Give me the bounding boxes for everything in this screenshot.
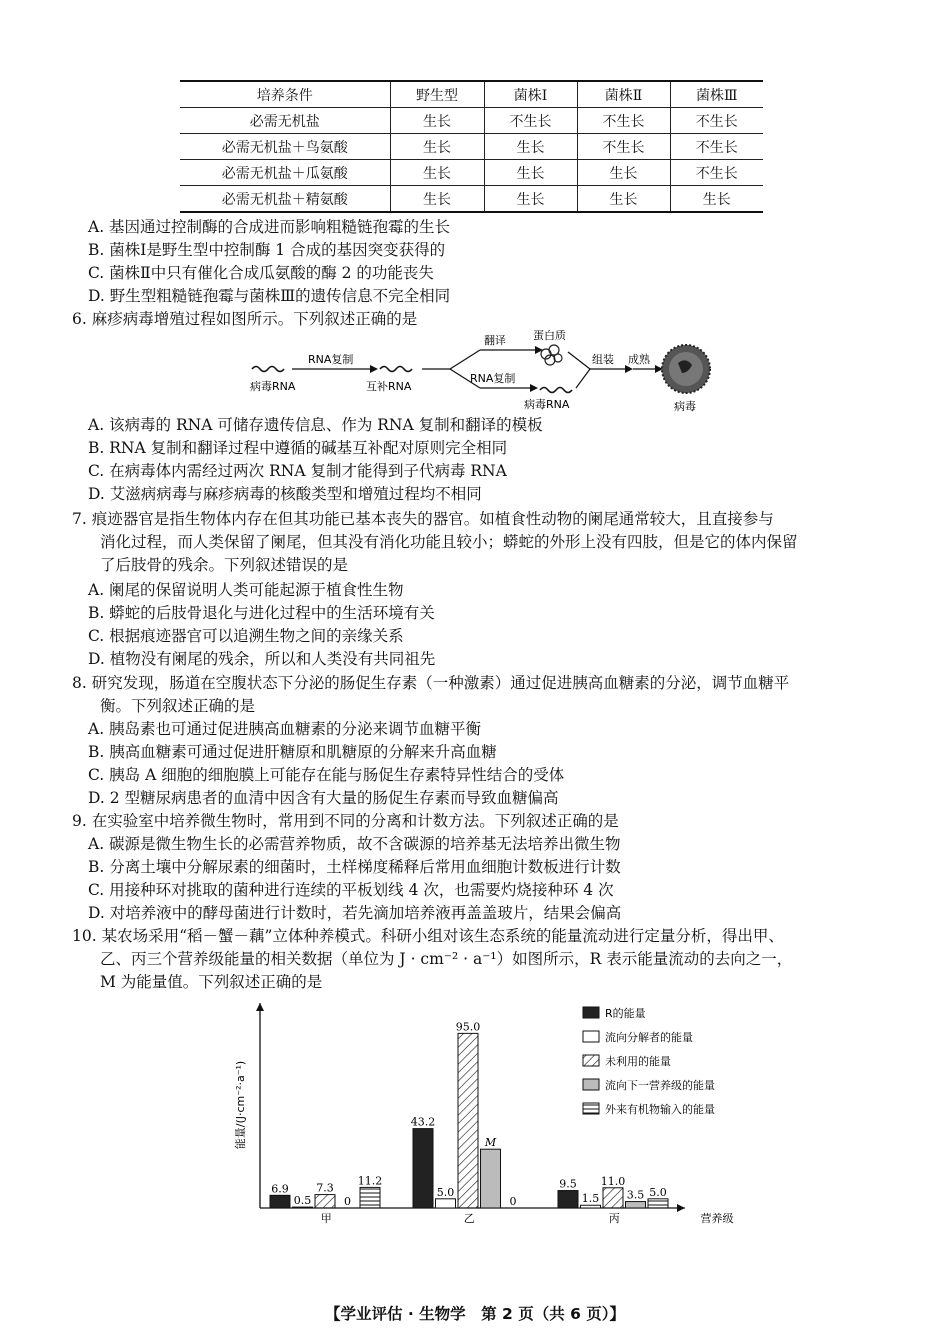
virus-icon (662, 345, 710, 393)
table-cell: 生长 (390, 186, 484, 213)
culture-table (180, 80, 763, 213)
table-cell: 生长 (577, 186, 670, 213)
q7-option-d: D. 植物没有阑尾的残余，所以和人类没有共同祖先 (88, 650, 436, 668)
data-label: 95.0 (455, 1020, 481, 1034)
energy-bar-chart (230, 995, 760, 1230)
data-label: 3.5 (626, 1188, 645, 1202)
legend-label: 流向下一营养级的能量 (605, 1079, 715, 1092)
protein-icon (541, 345, 562, 365)
legend-label: 流向分解者的能量 (605, 1031, 693, 1044)
q5-option-d: D. 野生型粗糙链孢霉与菌株Ⅲ的遗传信息不完全相同 (88, 287, 451, 305)
bar-black (270, 1195, 290, 1208)
data-label: 5.0 (436, 1185, 455, 1199)
label-virus: 病毒 (674, 400, 696, 413)
table-cell: 生长 (390, 108, 484, 134)
table-cell: 必需无机盐＋鸟氨酸 (180, 134, 390, 160)
q8-option-a: A. 胰岛素也可通过促进胰高血糖素的分泌来调节血糖平衡 (88, 720, 482, 738)
q10-stem-line-1: 10. 某农场采用“稻－蟹－藕”立体种养模式。科研小组对该生态系统的能量流动进行定量分析，得出甲、 (72, 927, 784, 945)
viral-rna-icon (252, 367, 284, 372)
table-cell: 不生长 (670, 134, 763, 160)
table-cell: 不生长 (484, 108, 577, 134)
data-label: 11.0 (600, 1174, 626, 1188)
data-label: 0 (344, 1195, 351, 1208)
q6-option-b: B. RNA 复制和翻译过程中遵循的碱基互补配对原则完全相同 (88, 439, 508, 457)
legend-swatch (583, 1007, 599, 1018)
category-label: 甲 (320, 1212, 332, 1225)
data-label: 0.5 (293, 1194, 312, 1208)
q8-option-d: D. 2 型糖尿病患者的血清中因含有大量的肠促生存素而导致血糖偏高 (88, 789, 559, 807)
q7-option-c: C. 根据痕迹器官可以追溯生物之间的亲缘关系 (88, 627, 404, 645)
table-row (180, 108, 763, 134)
data-label: 11.2 (357, 1174, 383, 1188)
q6-option-c: C. 在病毒体内需经过两次 RNA 复制才能得到子代病毒 RNA (88, 462, 507, 480)
legend-swatch (583, 1079, 599, 1090)
q5-option-c: C. 菌株Ⅱ中只有催化合成瓜氨酸的酶 2 的功能丧失 (88, 264, 434, 282)
q7-option-b: B. 蟒蛇的后肢骨退化与进化过程中的生活环境有关 (88, 604, 435, 622)
q7-option-a: A. 阑尾的保留说明人类可能起源于植食性生物 (88, 581, 404, 599)
category-label: 乙 (463, 1212, 475, 1225)
table-cell: 生长 (390, 134, 484, 160)
table-header-row (180, 81, 763, 108)
q10-stem-line-3: M 为能量值。下列叙述正确的是 (100, 973, 323, 991)
legend-label: 外来有机物输入的能量 (605, 1103, 715, 1116)
legend-swatch (583, 1103, 599, 1114)
q7-stem-line-3: 了后肢骨的残余。下列叙述错误的是 (100, 556, 349, 574)
data-label: 7.3 (316, 1181, 334, 1195)
q9-option-d: D. 对培养液中的酵母菌进行计数时，若先滴加培养液再盖盖玻片，结果会偏高 (88, 904, 622, 922)
table-header: 野生型 (390, 81, 484, 108)
label-rna-replication-1: RNA复制 (308, 353, 354, 366)
table-cell: 不生长 (670, 160, 763, 186)
q5-option-b: B. 菌株Ⅰ是野生型中控制酶 1 合成的基因突变获得的 (88, 241, 446, 259)
q9-option-a: A. 碳源是微生物生长的必需营养物质，故不含碳源的培养基无法培养出微生物 (88, 835, 621, 853)
q8-stem-line-1: 8. 研究发现，肠道在空腹状态下分泌的肠促生存素（一种激素）通过促进胰高血糖素的分泌，调节血糖平 (72, 674, 790, 692)
x-axis-arrow (677, 1204, 685, 1212)
q9-option-c: C. 用接种环对挑取的菌种进行连续的平板划线 4 次，也需要灼烧接种环 4 次 (88, 881, 614, 899)
label-viral-rna: 病毒RNA (250, 380, 296, 393)
complementary-rna-icon (380, 367, 412, 372)
y-axis-arrow (256, 1003, 264, 1011)
bar-gray (626, 1202, 646, 1208)
bar-hlines (360, 1187, 380, 1208)
table-cell: 必需无机盐＋精氨酸 (180, 186, 390, 213)
q10-stem-line-2: 乙、丙三个营养级能量的相关数据（单位为 J · cm⁻² · a⁻¹）如图所示，R 表示能量流动的去向之一， (100, 950, 793, 968)
table-cell: 生长 (484, 134, 577, 160)
q8-option-b: B. 胰高血糖素可通过促进肝糖原和肌糖原的分解来升高血糖 (88, 743, 497, 761)
table-cell: 必需无机盐＋瓜氨酸 (180, 160, 390, 186)
bar-black (413, 1129, 433, 1208)
label-maturation: 成熟 (628, 353, 650, 366)
table-cell: 生长 (670, 186, 763, 213)
bar-hatch (603, 1188, 623, 1208)
bar-gray (481, 1149, 501, 1208)
data-label: M (484, 1136, 497, 1150)
table-header: 菌株Ⅰ (484, 81, 577, 108)
q6-option-a: A. 该病毒的 RNA 可储存遗传信息、作为 RNA 复制和翻译的模板 (88, 416, 543, 434)
table-row (180, 186, 763, 213)
legend-label: 未利用的能量 (605, 1055, 671, 1068)
data-label: 9.5 (559, 1177, 577, 1191)
table-row (180, 160, 763, 186)
table-cell: 生长 (390, 160, 484, 186)
table-cell: 生长 (484, 160, 577, 186)
q6-stem: 6. 麻疹病毒增殖过程如图所示。下列叙述正确的是 (72, 310, 418, 328)
bar-white (581, 1205, 601, 1208)
table-cell: 不生长 (577, 134, 670, 160)
label-viral-rna-2: 病毒RNA (524, 398, 570, 411)
bar-hatch (458, 1033, 478, 1208)
y-axis-label: 能量/(J·cm⁻²·a⁻¹) (234, 1060, 247, 1150)
table-header: 菌株Ⅱ (577, 81, 670, 108)
table-header: 培养条件 (180, 81, 390, 108)
q9-stem: 9. 在实验室中培养微生物时，常用到不同的分离和计数方法。下列叙述正确的是 (72, 812, 619, 830)
q8-option-c: C. 胰岛 A 细胞的细胞膜上可能存在能与肠促生存素特异性结合的受体 (88, 766, 565, 784)
data-label: 0 (509, 1195, 517, 1208)
legend-swatch (583, 1031, 599, 1042)
q8-stem-line-2: 衡。下列叙述正确的是 (100, 697, 256, 715)
bar-hatch (315, 1195, 335, 1208)
data-label: 1.5 (581, 1192, 600, 1206)
legend-swatch (583, 1055, 599, 1066)
table-cell: 不生长 (577, 108, 670, 134)
q5-option-a: A. 基因通过控制酶的合成进而影响粗糙链孢霉的生长 (88, 218, 451, 236)
table-header: 菌株Ⅲ (670, 81, 763, 108)
table-cell: 不生长 (670, 108, 763, 134)
label-protein: 蛋白质 (533, 330, 566, 342)
bar-black (558, 1191, 578, 1208)
q7-stem-line-2: 消化过程，而人类保留了阑尾，但其没有消化功能且较小；蟒蛇的外形上没有四肢，但是它的体内保留 (100, 533, 798, 551)
data-label: 5.0 (649, 1185, 667, 1199)
q9-option-b: B. 分离土壤中分解尿素的细菌时，土样梯度稀释后常用血细胞计数板进行计数 (88, 858, 621, 876)
table-cell: 生长 (577, 160, 670, 186)
label-complementary-rna: 互补RNA (366, 380, 412, 393)
bar-hlines (648, 1199, 668, 1208)
page-footer: 【学业评估 · 生物学 第 2 页（共 6 页）】 (324, 1305, 626, 1323)
label-translation: 翻译 (484, 334, 506, 347)
label-assembly: 组装 (592, 353, 614, 366)
table-cell: 必需无机盐 (180, 108, 390, 134)
data-label: 6.9 (271, 1182, 289, 1196)
bar-white (436, 1199, 456, 1208)
viral-rna-2-icon (540, 388, 572, 393)
q6-option-d: D. 艾滋病病毒与麻疹病毒的核酸类型和增殖过程均不相同 (88, 485, 482, 503)
data-label: 43.2 (410, 1115, 436, 1129)
x-axis-label: 营养级 (700, 1212, 734, 1225)
label-rna-replication-2: RNA复制 (470, 372, 516, 385)
bar-white (293, 1207, 313, 1208)
virus-replication-diagram (240, 330, 740, 415)
q7-stem-line-1: 7. 痕迹器官是指生物体内存在但其功能已基本丧失的器官。如植食性动物的阑尾通常较大，且直接参与 (72, 510, 774, 528)
category-label: 丙 (608, 1212, 620, 1225)
table-cell: 生长 (484, 186, 577, 213)
table-row (180, 134, 763, 160)
legend-label: R的能量 (605, 1007, 646, 1020)
